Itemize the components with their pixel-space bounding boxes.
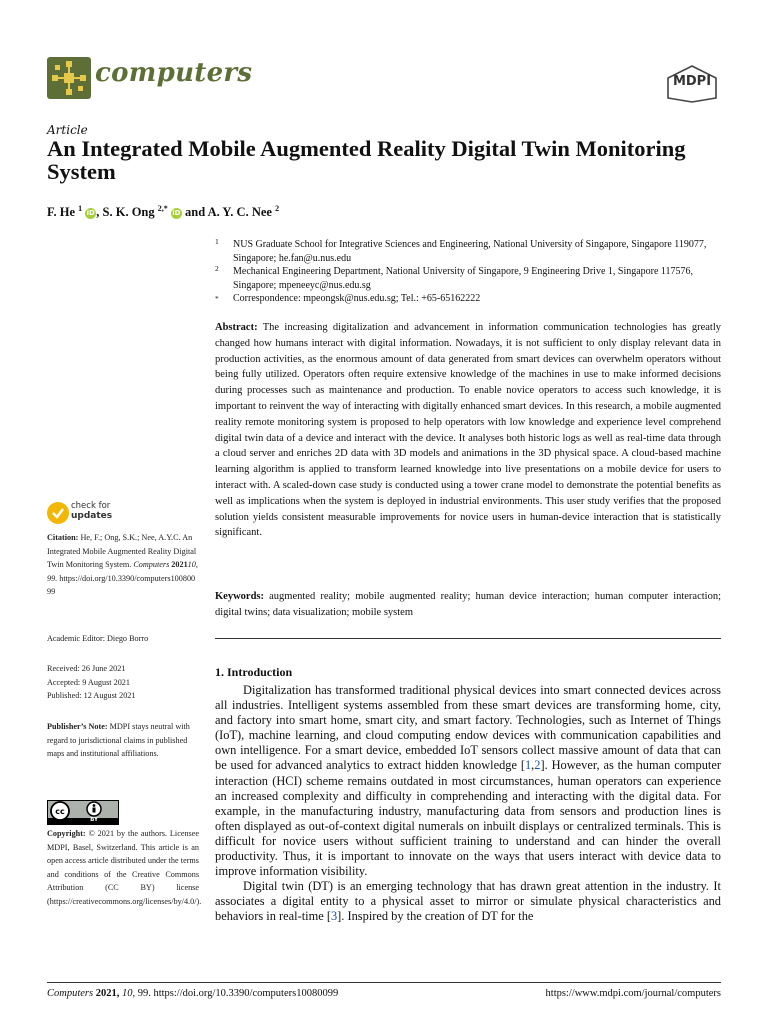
- abstract-label: Abstract:: [215, 322, 258, 333]
- abstract: [215, 320, 721, 541]
- author-affil: 2: [275, 204, 280, 213]
- introduction-body: [215, 683, 721, 925]
- citation-text: He, F.; Ong, S.K.; Nee, A.Y.C. An Integrated Mobile Augmented Reality Digital Twin Monitoring System.: [47, 533, 197, 570]
- check-line-2: updates: [71, 511, 113, 521]
- citation-year: 2021: [171, 560, 188, 570]
- svg-text:cc: cc: [55, 807, 65, 816]
- affiliation-item: [215, 238, 720, 265]
- citation-label: Citation:: [47, 533, 79, 542]
- keywords: [215, 589, 721, 621]
- publisher-note: [47, 720, 199, 761]
- published-date: Published: 12 August 2021: [47, 691, 136, 701]
- publisher-note-label: Publisher’s Note:: [47, 722, 108, 731]
- author-conjunction: and: [185, 205, 206, 220]
- author-name: F. He: [47, 205, 76, 220]
- cc-by-license-badge[interactable]: [47, 800, 119, 825]
- affiliations: [215, 238, 720, 306]
- affiliation-item: [215, 265, 720, 292]
- affiliation-number: *: [215, 294, 219, 303]
- reference-link[interactable]: 1: [524, 758, 532, 773]
- footer-citation: [47, 988, 338, 999]
- circuit-logo-icon: [47, 57, 91, 99]
- section-heading: 1. Introduction: [215, 665, 293, 679]
- copyright-block: [47, 827, 202, 909]
- check-for-updates-text: [71, 501, 112, 521]
- author-name: A. Y. C. Nee: [207, 205, 272, 220]
- copyright-label: Copyright:: [47, 829, 86, 838]
- received-date: Received: 26 June 2021: [47, 664, 126, 673]
- keywords-label: Keywords:: [215, 591, 264, 602]
- check-icon: [47, 502, 69, 524]
- check-line-1: check for: [71, 501, 111, 511]
- affiliation-text: NUS Graduate School for Integrative Sciences and Engineering, National University of Singapore, Singapore 119077, Singapore; he.fan@u.nus.edu: [233, 239, 707, 264]
- citation-volume: 10, 99.: [47, 560, 198, 583]
- correspondence-text: Correspondence: mpeongsk@nus.edu.sg; Tel.: +65-65162222: [233, 293, 481, 304]
- footer-volume: 10,: [121, 988, 136, 999]
- footer-journal: Computers: [47, 988, 94, 999]
- orcid-icon[interactable]: iD: [172, 209, 181, 218]
- author-name: S. K. Ong: [102, 205, 155, 220]
- footer-doi[interactable]: 99. https://doi.org/10.3390/computers10080099: [137, 988, 339, 999]
- dates-block: [47, 662, 199, 703]
- paragraph: [215, 879, 721, 924]
- paragraph-text: ]. However, as the human computer interaction (HCI) scheme remains outdated in most circumstances, human operators can experience an increased complexity and difficulty in comprehending and interacting with the digital data. For example, in the manufacturing industry, manufacturing data from sensors and production lines is often displayed as out-of-context digital numerals on inbuilt displays or centralized terminals. This is difficult for novice users without sufficient training to understand and can hinder the overall productivity. Thus, it is important to innovate on the ways that users interact with device data to improve information visibility.: [215, 758, 721, 879]
- paper-title: An Integrated Mobile Augmented Reality Digital Twin Monitoring System: [47, 136, 686, 184]
- affiliation-text: Mechanical Engineering Department, National University of Singapore, 9 Engineering Drive 1, Singapore 117576, Singapore; mpeneeyc@nus.edu.sg: [233, 266, 694, 291]
- citation-journal: Computers: [133, 560, 170, 570]
- mdpi-logo: [664, 64, 720, 104]
- author-list: F. He $^1$ iD, S. K. Ong $^{2,*}$ iD and A. Y. C. Nee $^2$: [47, 204, 280, 220]
- reference-link[interactable]: 3: [330, 909, 338, 924]
- check-for-updates-badge[interactable]: [47, 500, 157, 526]
- author-affil: 2,*: [157, 204, 168, 213]
- footer-divider: [47, 982, 721, 983]
- citation-doi-link[interactable]: https://doi.org/10.3390/computers10080099: [47, 573, 196, 597]
- footer-year: 2021,: [95, 988, 120, 999]
- paragraph-text: Digitalization has transformed traditional physical devices into smart connected devices across all industries. Intelligent systems assembled from these smart devices are transforming home, city, and factory into smart home, smart city, and smart factory. Technologies, such as Internet of Things (IoT), machine learning, and cloud computing endow devices with communication capabilities and own intelligence. For a smart device, embedded IoT sensors collect massive amount of data that can be used for advanced analytics to extract hidden knowledge [: [215, 683, 721, 773]
- footer-journal-url[interactable]: https://www.mdpi.com/journal/computers: [545, 988, 721, 999]
- keywords-text: augmented reality; mobile augmented reality; human device interaction; human computer interaction; digital twins; data visualization; mobile system: [215, 591, 722, 618]
- paragraph-text: Digital twin (DT) is an emerging technology that has drawn great attention in the industry. It associates a digital entity to a physical asset to mirror or simulate physical characteristics and behaviors in real-time [: [215, 879, 721, 924]
- abstract-text: The increasing digitalization and advancement in information communication technologies has greatly changed how humans interact with digital information. Nowadays, it is not sufficient to only display relevant data in production activities, as the enormous amount of data generated from smart devices can overwhelm operators without being fully utilized. Operators often require extensive knowledge of the machines in use to make informed decisions during processes such as maintenance and production. To enable novice operators to access such knowledge, it is important to reinvent the way of interacting with digitally enhanced smart devices. In this research, a mobile augmented reality remote monitoring system is proposed to help operators with low knowledge and experience level comprehend digital twin data of a device and interact with the device. It analyses both historic logs as well as real-time data through a cloud server and enriches 2D data with 3D models and animations in the 3D physical space. A cloud-based machine learning algorithm is applied to transform learned knowledge into live presentations on a mobile device for users to interact with. A scaled-down case study is conducted using a tower crane model to demonstrate the potential benefits as well as implications when the system is deployed in industrial environments. This user study verifies that the proposed solution yields consistent measurable improvements for novice users in human-device interaction that is statistically significant.: [215, 322, 721, 539]
- citation-block: [47, 531, 199, 599]
- publisher-note-text: MDPI stays neutral with regard to jurisdictional claims in published maps and institutional affiliations.: [47, 722, 190, 759]
- author-affil: 1: [78, 204, 83, 213]
- paragraph-text: ]. Inspired by the creation of DT for the: [337, 909, 534, 924]
- accepted-date: Accepted: 9 August 2021: [47, 677, 130, 687]
- orcid-icon[interactable]: iD: [86, 209, 95, 218]
- academic-editor: Academic Editor: Diego Borro: [47, 634, 149, 643]
- correspondence-item: [215, 292, 720, 306]
- cc-by-text: BY: [90, 817, 98, 823]
- article-type: Article: [47, 123, 88, 137]
- copyright-text: © 2021 by the authors. Licensee MDPI, Basel, Switzerland. This article is an open access article distributed under the terms and conditions of the Creative Commons Attribution (CC BY) license (https://creativecommons.org/licenses/by/4.0/).: [47, 829, 202, 906]
- journal-logo: [47, 57, 91, 99]
- paragraph: Digitalization has transformed traditional physical devices into smart connected devices across all industries. Intelligent systems assembled from these smart devices are transforming home, city, and factory into smart home, smart city, and smart factory. Technologies, such as Internet of Things (IoT), machine learning, and cloud computing endow devices with communication capabilities and own intelligence. For a smart device, embedded IoT sensors collect massive amount of data that can be used for advanced analytics to extract hidden knowledge [1,2]. However, as the human computer interaction (HCI) scheme remains outdated in most circumstances, human operators can experience an increased complexity and difficulty in comprehending and interacting with the digital data. For example, in the manufacturing industry, manufacturing data from sensors and production lines is often displayed as out-of-context digital numerals on inbuilt displays or centralized terminals. This is difficult for novice users without sufficient training to understand and can hinder the overall productivity. Thus, it is important to innovate on the ways that users interact with device data to improve information visibility.: [215, 683, 721, 879]
- affiliation-number: 1: [215, 237, 219, 246]
- cc-by-icon: [47, 800, 119, 825]
- reference-link[interactable]: 2: [534, 758, 541, 773]
- affiliation-number: 2: [215, 264, 219, 273]
- divider: [215, 638, 721, 639]
- journal-name: computers: [95, 58, 253, 88]
- publisher-name: MDPI: [672, 74, 712, 89]
